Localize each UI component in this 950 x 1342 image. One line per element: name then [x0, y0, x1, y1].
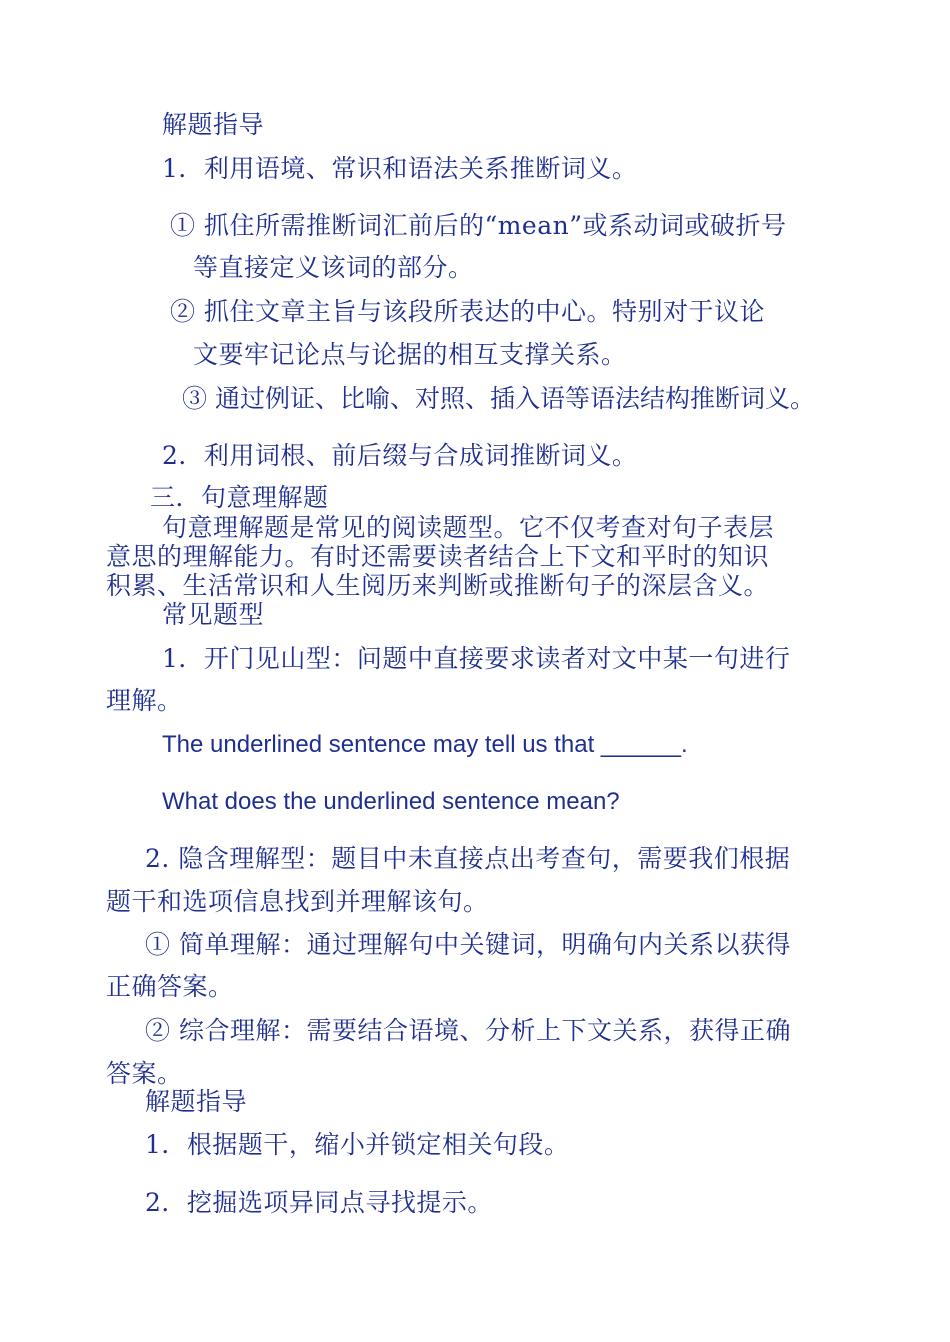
simple-understanding-line-1: ① 简单理解：通过理解句中关键词，明确句内关系以获得 [145, 930, 791, 959]
intro-paragraph-line-1: 句意理解题是常见的阅读题型。它不仅考查对句子表层 [162, 513, 775, 542]
section-heading-sentence-meaning: 三．句意理解题 [150, 483, 329, 512]
guidance-tip-2: 2．利用词根、前后缀与合成词推断词义。 [162, 441, 638, 470]
guidance-2-tip-1: 1．根据题干，缩小并锁定相关句段。 [145, 1130, 570, 1159]
example-question-2: What does the underlined sentence mean? [162, 788, 620, 815]
context-subtip-1-line-2: 等直接定义该词的部分。 [193, 253, 474, 282]
common-types-heading: 常见题型 [162, 600, 265, 629]
complex-understanding-line-1: ② 综合理解：需要结合语境、分析上下文关系，获得正确 [145, 1016, 791, 1045]
intro-paragraph-line-2: 意思的理解能力。有时还需要读者结合上下文和平时的知识 [106, 542, 770, 571]
guidance-heading: 解题指导 [162, 110, 265, 139]
guidance-heading-2: 解题指导 [145, 1087, 248, 1116]
context-subtip-1-line-1: ① 抓住所需推断词汇前后的“mean”或系动词或破折号 [170, 211, 787, 240]
context-subtip-3: ③ 通过例证、比喻、对照、插入语等语法结构推断词义。 [182, 384, 815, 413]
intro-paragraph-line-3: 积累、生活常识和人生阅历来判断或推断句子的深层含义。 [106, 571, 770, 600]
type-1-line-2: 理解。 [106, 686, 183, 715]
type-2-line-1: 2. 隐含理解型：题目中未直接点出考查句，需要我们根据 [145, 844, 791, 873]
type-2-line-2: 题干和选项信息找到并理解该句。 [106, 887, 489, 916]
simple-understanding-line-2: 正确答案。 [106, 972, 234, 1001]
context-subtip-2-line-1: ② 抓住文章主旨与该段所表达的中心。特别对于议论 [170, 297, 765, 326]
guidance-2-tip-2: 2．挖掘选项异同点寻找提示。 [145, 1188, 493, 1217]
guidance-tip-1: 1．利用语境、常识和语法关系推断词义。 [162, 154, 638, 183]
context-subtip-2-line-2: 文要牢记论点与论据的相互支撑关系。 [193, 340, 627, 369]
type-1-line-1: 1．开门见山型：问题中直接要求读者对文中某一句进行 [162, 644, 791, 673]
complex-understanding-line-2: 答案。 [106, 1059, 183, 1088]
example-question-1: The underlined sentence may tell us that ______. [162, 731, 688, 758]
